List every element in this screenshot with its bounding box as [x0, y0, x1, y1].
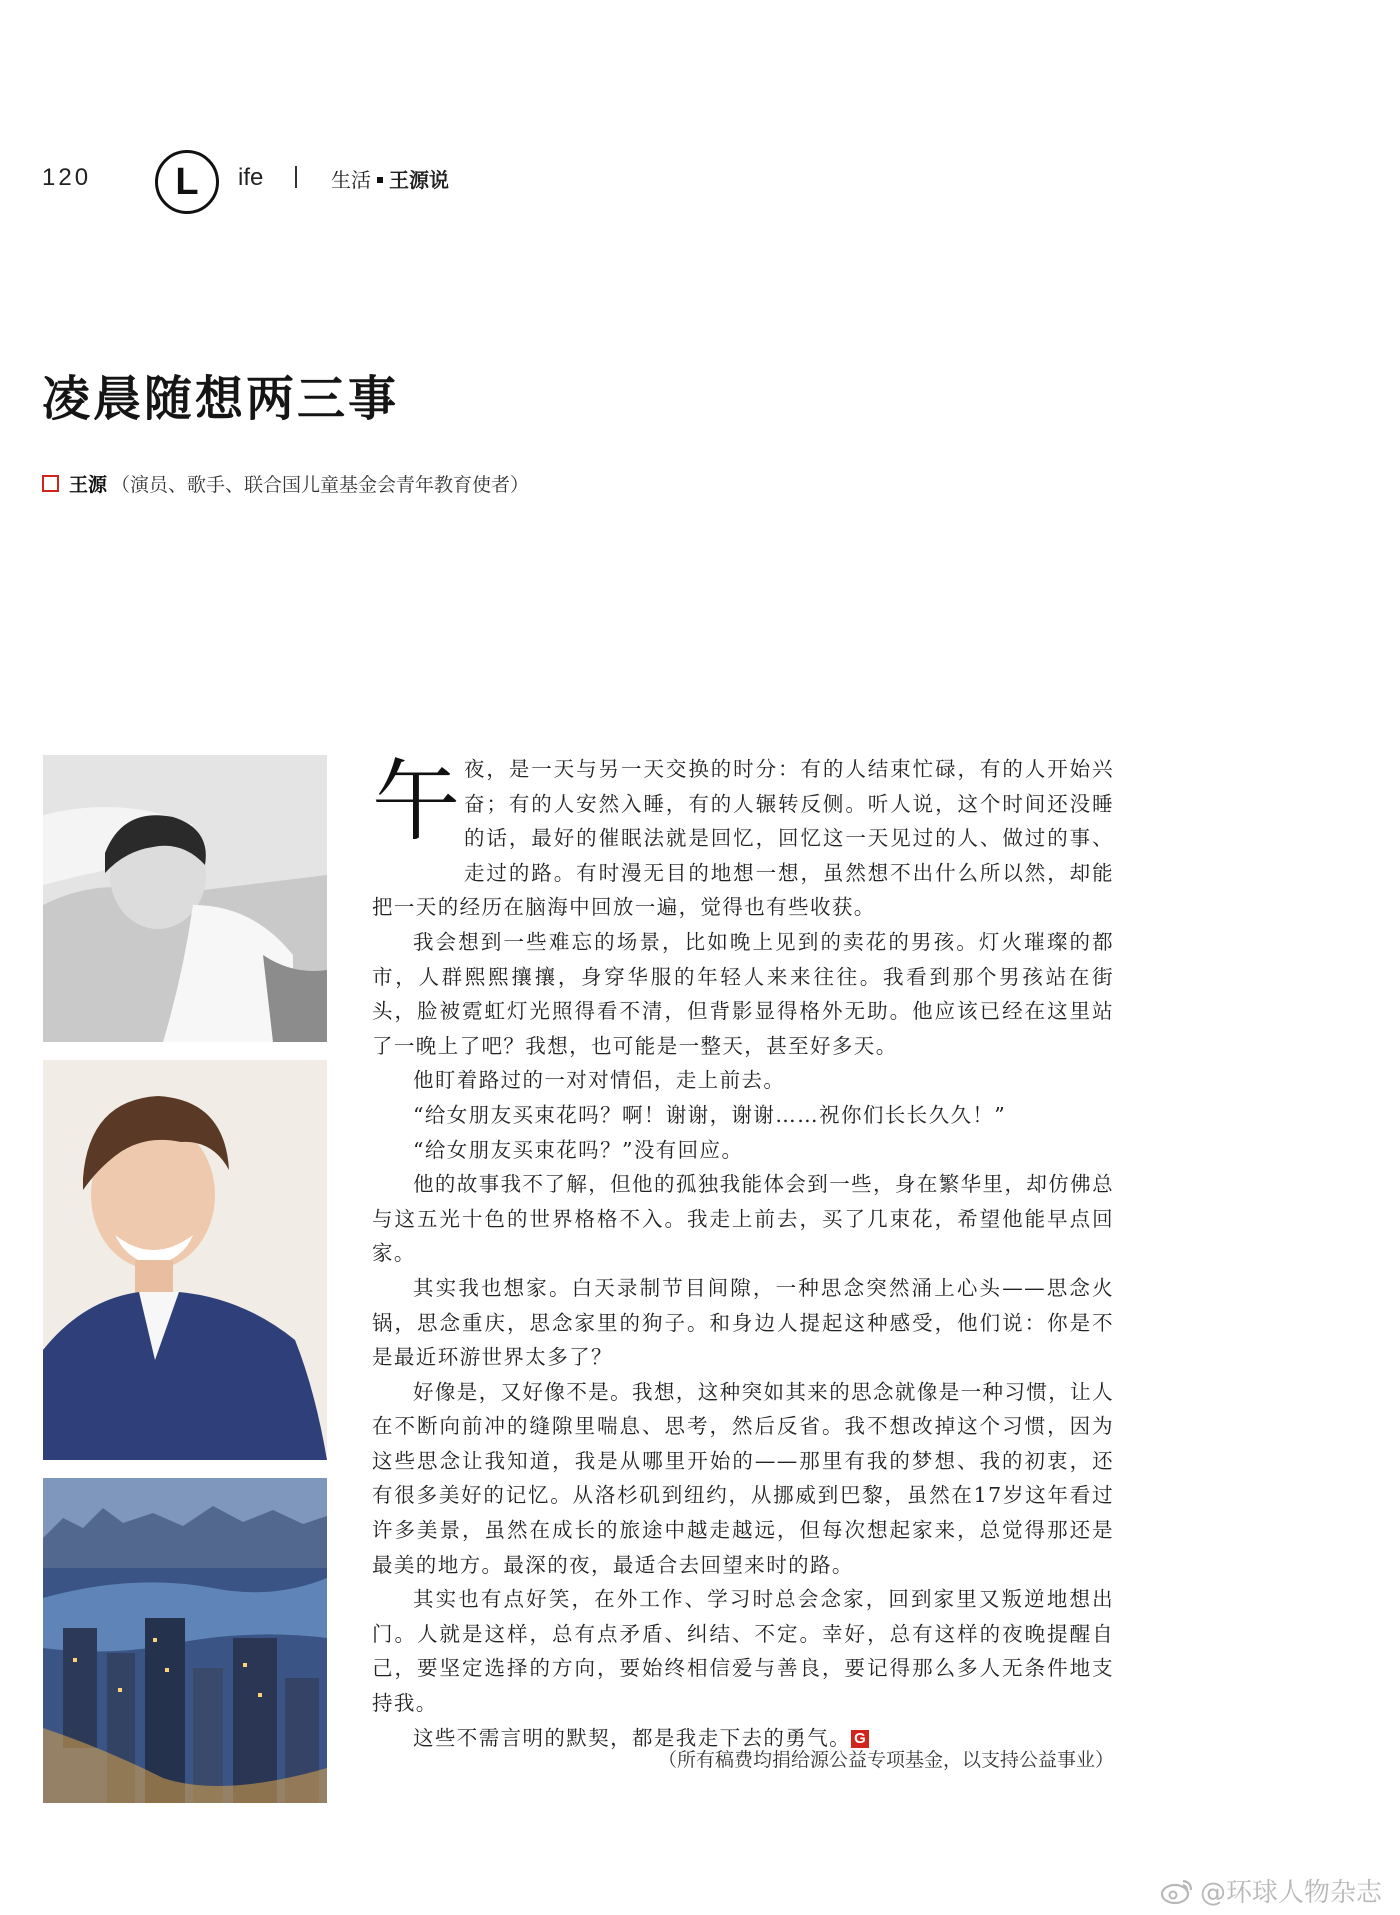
paragraph: 其实也有点好笑，在外工作、学习时总会念家，回到家里又叛逆地想出门。人就是这样，总有点矛盾、纠结、不定。幸好，总有这样的夜晚提醒自己，要坚定选择的方向，要始终相信爱与善良，要记得那么多人无条件地支持我。	[372, 1587, 1114, 1716]
photo-lying-portrait	[43, 755, 327, 1042]
life-logo-circle	[155, 150, 219, 214]
section-dot-icon	[377, 177, 383, 183]
section-main: 生活	[331, 168, 371, 192]
watermark-text: @环球人物杂志	[1199, 1878, 1382, 1908]
section-label	[331, 164, 449, 193]
paragraph: “给女朋友买束花吗？啊！谢谢，谢谢……祝你们长长久久！”	[413, 1102, 1007, 1127]
paragraph: “给女朋友买束花吗？”没有回应。	[413, 1137, 744, 1162]
byline-name: 王源	[69, 474, 108, 496]
article-body	[372, 752, 1114, 1755]
section-sub: 王源说	[389, 168, 449, 192]
weibo-logo-icon	[1160, 1877, 1194, 1905]
paragraph: 我会想到一些难忘的场景，比如晚上见到的卖花的男孩。灯火璀璨的都市，人群熙熙攘攘，身穿华服的年轻人来来往往。我看到那个男孩站在街头，脸被霓虹灯光照得看不清，但背影显得格外无助。他应该已经在这里站了一晚上了吧？我想，也可能是一整天，甚至好多天。	[372, 929, 1114, 1058]
photo-smiling-portrait	[43, 1060, 327, 1460]
article-title: 凌晨随想两三事	[42, 371, 400, 427]
drop-cap: 午	[372, 750, 462, 853]
byline-role: （演员、歌手、联合国儿童基金会青年教育使者）	[111, 474, 530, 496]
header-divider	[295, 166, 297, 188]
lead-text: 夜，是一天与另一天交换的时分：有的人结束忙碌，有的人开始兴奋；有的人安然入睡，有的人辗转反侧。听人说，这个时间还没睡的话，最好的催眠法就是回忆，回忆这一天见过的人、做过的事、走过的路。有时漫无目的地想一想，虽然想不出什么所以然，却能把一天的经历在脑海中回放一遍，觉得也有些收获。	[372, 757, 1114, 920]
page-number: 120	[42, 164, 92, 191]
end-mark-icon: G	[851, 1730, 869, 1748]
photo-lying-portrait-illustration	[43, 755, 327, 1042]
photo-smiling-portrait-illustration	[43, 1060, 327, 1460]
photo-city-skyline-illustration	[43, 1478, 327, 1803]
photo-city-skyline	[43, 1478, 327, 1803]
paragraph: 他的故事我不了解，但他的孤独我能体会到一些，身在繁华里，却仿佛总与这五光十色的世界格格不入。我走上前去，买了几束花，希望他能早点回家。	[372, 1172, 1114, 1266]
weibo-watermark	[1160, 1872, 1382, 1909]
closing-text: 这些不需言明的默契，都是我走下去的勇气。	[413, 1725, 851, 1750]
logo-letter: L	[175, 160, 199, 203]
lead-paragraph	[372, 752, 1114, 925]
paragraph: 他盯着路过的一对对情侣，走上前去。	[413, 1068, 786, 1093]
byline	[42, 470, 529, 497]
footnote: （所有稿费均捐给源公益专项基金，以支持公益事业）	[657, 1749, 1114, 1771]
paragraph: 其实我也想家。白天录制节目间隙，一种思念突然涌上心头——思念火锅，思念重庆，思念家里的狗子。和身边人提起这种感受，他们说：你是不是最近环游世界太多了？	[372, 1275, 1114, 1370]
page-header	[42, 150, 642, 230]
logo-suffix: ife	[238, 164, 264, 191]
byline-square-icon	[42, 475, 59, 492]
paragraph: 好像是，又好像不是。我想，这种突如其来的思念就像是一种习惯，让人在不断向前冲的缝隙里喘息、思考，然后反省。我不想改掉这个习惯，因为这些思念让我知道，我是从哪里开始的——那里有我的梦想、我的初衷，还有很多美好的记忆。从洛杉矶到纽约，从挪威到巴黎，虽然在17岁这年看过许多美景，虽然在成长的旅途中越走越远，但每次想起家来，总觉得那还是最美的地方。最深的夜，最适合去回望来时的路。	[372, 1379, 1114, 1577]
